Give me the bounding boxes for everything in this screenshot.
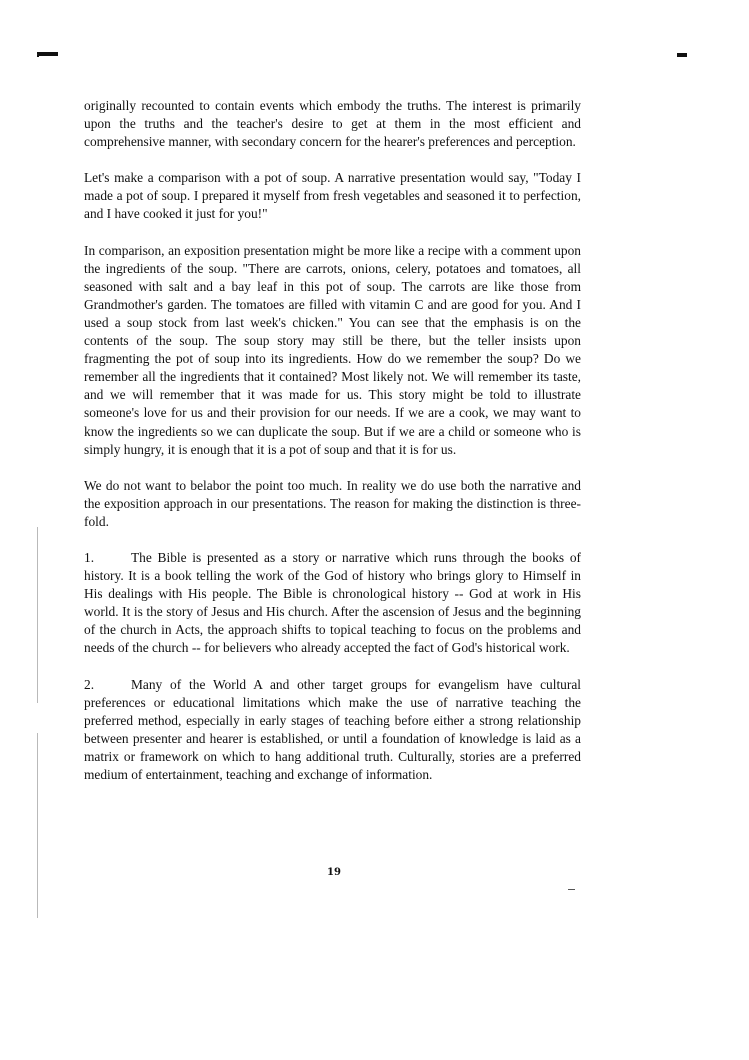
- document-body: [84, 97, 581, 802]
- paragraph-continuation: originally recounted to contain events which embody the truths. The interest is primarily upon the truths and the teacher's desire to get at them in the most efficient and comprehensive manner, with secondary concern for the hearer's preferences and perception.: [84, 98, 581, 150]
- paragraph-belabor: We do not want to belabor the point too much. In reality we do use both the narrative and the exposition approach in our presentations. The reason for making the distinction is three-fold.: [84, 477, 581, 529]
- page-number: 19: [327, 867, 341, 878]
- paragraph-soup-exposition: In comparison, an exposition presentation might be more like a recipe with a comment upon the ingredients of the soup. "There are carrots, onions, celery, potatoes and tomatoes, all seasoned with salt and a bay leaf in this pot of soup. The carrots are like those from Grandmother's garden. The tomatoes are filled with vitamin C and are good for you. And I used a soup stock from last week's chicken." You can see that the emphasis is on the contents of the soup. The soup story may still be there, but the teller insists upon fragmenting the pot of soup into its ingredients. How do we remember the soup? Do we remember all the ingredients that it contained? Most likely not. We will remember its taste, and we will remember that it was made for us. This story might be told to illustrate someone's love for us and their provision for our needs. If we are a cook, we may want to know the ingredients so we can duplicate the soup. But if we are a child or someone who is simply hungry, it is enough that it is a pot of soup and that it is for us.: [84, 242, 581, 457]
- margin-change-bar: [37, 527, 38, 703]
- scan-mark-bottom-right: [568, 889, 575, 890]
- numbered-item: [84, 549, 581, 658]
- numbered-item: [84, 676, 581, 785]
- item-text: The Bible is presented as a story or narrative which runs through the books of history. It is a book telling the work of the God of history who brings glory to Himself in His dealings with His people. The Bible is chronological history -- God at work in His world. It is the story of Jesus and His church. After the ascension of Jesus and the beginning of the church in Acts, the approach shifts to topical teaching to focus on the problems and needs of the church -- for believers who already accepted the fact of God's historical work.: [84, 549, 581, 656]
- scan-corner-mark-top-left: [37, 52, 58, 56]
- item-number: 1.: [84, 549, 95, 565]
- item-text: Many of the World A and other target groups for evangelism have cultural preferences or educational limitations which make the use of narrative teaching the preferred method, especially in early stages of teaching before either a strong relationship between presenter and hearer is established, or until a foundation of knowledge is laid as a matrix or framework on which to hang additional truth. Culturally, stories are a preferred medium of entertainment, teaching and exchange of information.: [84, 676, 581, 782]
- paragraph-soup-narrative: Let's make a comparison with a pot of soup. A narrative presentation would say, "Today I made a pot of soup. I prepared it myself from fresh vegetables and seasoned it to perfection, and I have cooked it just for you!": [84, 170, 581, 222]
- margin-change-bar: [37, 733, 38, 918]
- item-number: 2.: [84, 676, 95, 692]
- scan-corner-mark-top-right: [677, 53, 687, 57]
